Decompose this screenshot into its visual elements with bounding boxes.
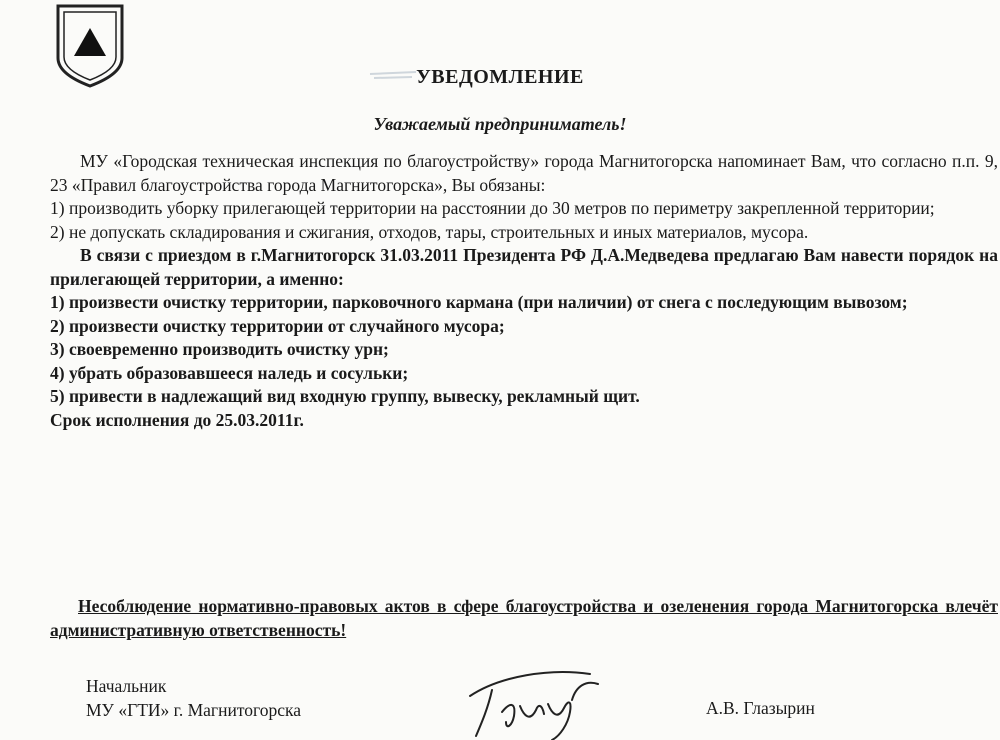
request-item-2: 2) произвести очистку территории от случайного мусора; — [50, 315, 505, 336]
request-item-5: 5) привести в надлежащий вид входную группу, вывеску, рекламный щит. — [50, 386, 640, 406]
signatory-position — [86, 674, 301, 722]
document-title: УВЕДОМЛЕНИЕ — [416, 66, 584, 88]
position-line-2: МУ «ГТИ» г. Магнитогорска — [86, 700, 302, 720]
intro-paragraph: МУ «Городская техническая инспекция по благоустройству» города Магнитогорска напоминает Вам, что согласно п.п. 9, 23 «Правил благоустройства города Магнитогорска», Вы обязаны: — [50, 151, 998, 195]
deadline: Срок исполнения до 25.03.2011г. — [50, 409, 304, 430]
intro-item-2: 2) не допускать складирования и сжигания, отходов, тары, строительных и иных материалов, мусора. — [50, 221, 809, 242]
liability-notice: Несоблюдение нормативно-правовых актов в сфере благоустройства и озеленения города Магнитогорска влечёт административную ответственность! — [50, 596, 998, 640]
request-item-4: 4) убрать образовавшееся наледь и сосульки; — [50, 362, 409, 383]
signatory-name: А.В. Глазырин — [706, 698, 815, 718]
greeting: Уважаемый предприниматель! — [373, 114, 627, 134]
request-item-3: 3) своевременно производить очистку урн; — [50, 339, 389, 359]
position-line-1: Начальник — [86, 676, 167, 696]
document-body — [50, 150, 998, 432]
handwritten-signature — [440, 656, 640, 740]
intro-item-1: 1) производить уборку прилегающей территории на расстоянии до 30 метров по периметру закрепленной территории; — [50, 198, 935, 218]
request-item-1: 1) произвести очистку территории, парковочного кармана (при наличии) от снега с последующим вывозом; — [50, 292, 908, 312]
request-paragraph: В связи с приездом в г.Магнитогорск 31.03.2011 Президента РФ Д.А.Медведева предлагаю Вам навести порядок на прилегающей территории, а именно: — [50, 245, 998, 289]
